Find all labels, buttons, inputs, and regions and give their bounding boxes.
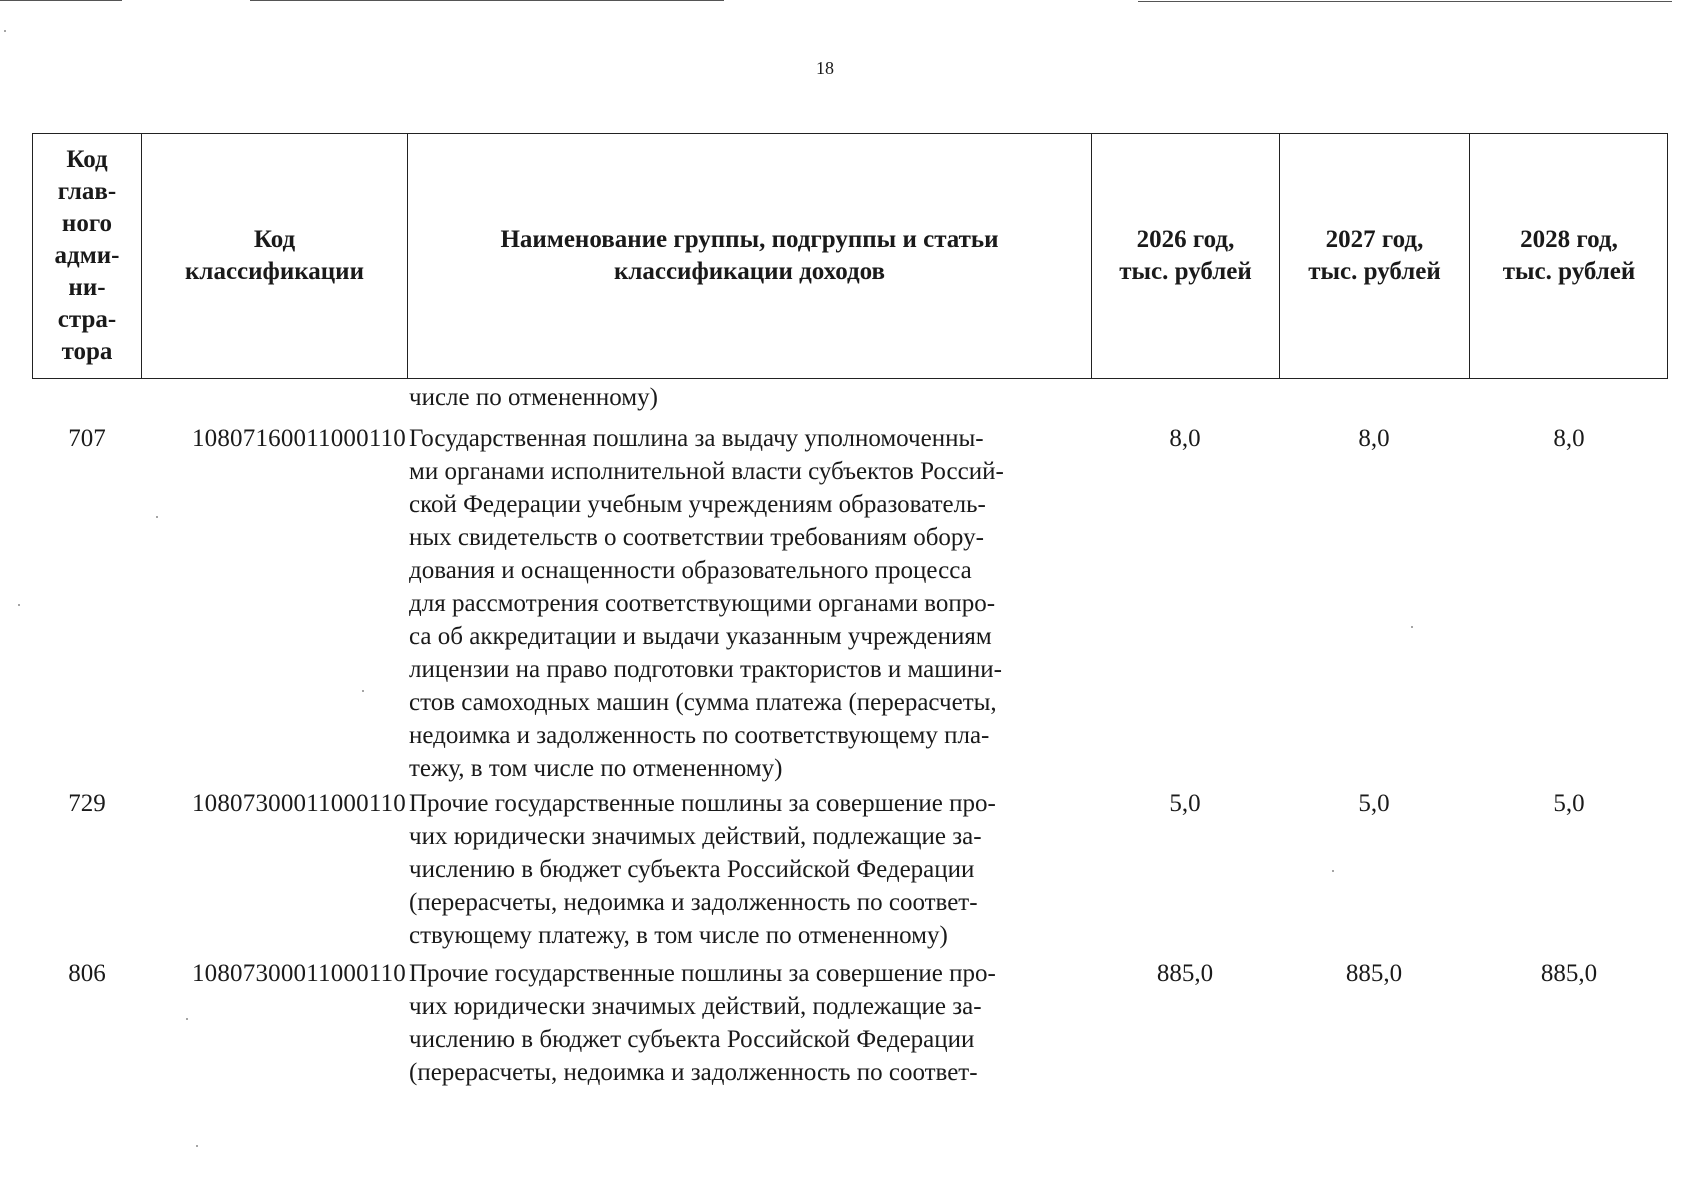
row-value-2027: 8,0: [1358, 425, 1390, 452]
row-class-code: 1080716001100011​0: [191, 425, 406, 452]
header-class-code: Код классификации: [185, 226, 364, 285]
header-admin-code: Код глав- ного адми- ни- стра- тора: [54, 146, 120, 365]
row-class-code: 10807300011000110: [191, 790, 406, 817]
row-name: числе по отмененному): [409, 384, 658, 411]
header-2028: 2028 год, тыс. рублей: [1502, 226, 1636, 285]
row-admin-code: 729: [68, 790, 106, 817]
header-2027: 2027 год, тыс. рублей: [1308, 226, 1441, 285]
row-name: Государственная пошлина за выдачу уполномоченны- ми органами исполнительной власти субъектов Россий- ской Федерации учебным учреждениям образователь- ных свидетельств о соответствии требованиям обору- дования и оснащенности образовательного процесса для рассмотрения соответствующими органами вопро- са об аккредитации и выдачи указанным учреждениям лицензии на право подготовки трактористов и машини- стов самоходных машин (сумма платежа (перерасчеты, недоимка и задолженность по соответствующему пла- тежу, в том числе по отмененному): [409, 425, 1004, 782]
row-value-2026: 5,0: [1169, 790, 1201, 817]
row-value-2026: 8,0: [1169, 425, 1201, 452]
row-value-2027: 885,0: [1345, 960, 1403, 987]
row-admin-code: 707: [68, 425, 106, 452]
row-value-2027: 5,0: [1358, 790, 1390, 817]
row-value-2028: 8,0: [1553, 425, 1585, 452]
row-value-2028: 5,0: [1553, 790, 1585, 817]
row-value-2028: 885,0: [1540, 960, 1598, 987]
header-name: Наименование группы, подгруппы и статьи классификации доходов: [500, 226, 999, 285]
row-admin-code: 806: [68, 960, 106, 987]
table-header: [32, 133, 1668, 379]
header-2026: 2026 год, тыс. рублей: [1119, 226, 1252, 285]
row-value-2026: 885,0: [1156, 960, 1214, 987]
page-number: 18: [816, 58, 834, 78]
row-class-code: 10807300011000110: [191, 960, 406, 987]
row-name: Прочие государственные пошлины за совершение про- чих юридически значимых действий, подлежащие за- числению в бюджет субъекта Российской Федерации (перерасчеты, недоимка и задолженность по соответ- ствующему платежу, в том числе по отмененному): [409, 790, 996, 949]
row-name: Прочие государственные пошлины за совершение про- чих юридически значимых действий, подлежащие за- числению в бюджет субъекта Российской Федерации (перерасчеты, недоимка и задолженность по соответ-: [409, 960, 996, 1086]
